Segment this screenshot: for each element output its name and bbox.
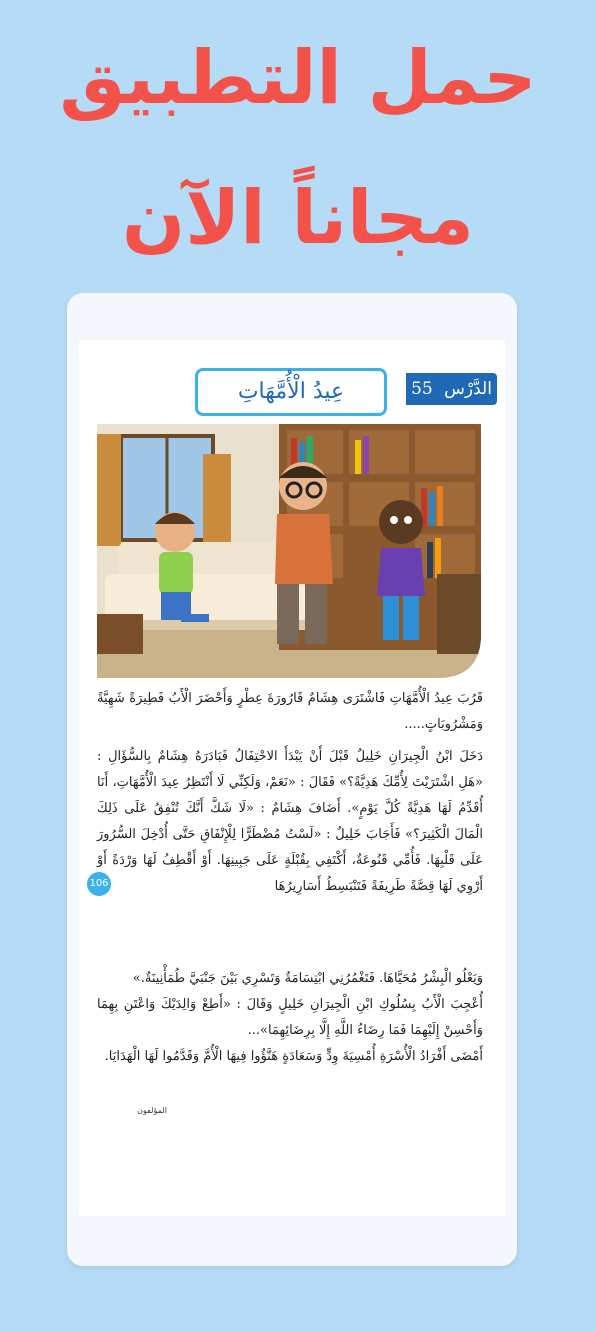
story-paragraph-3: وَيَعْلُو الْبِشْرُ مُحَيَّاهَا. فَتَغْمُرُنِي ابْتِسَامَةٌ وَتَسْرِي بَيْنَ جَنْبَيَّ طُمَأْنِينَةٌ.»: [132, 971, 483, 986]
book-page: [79, 340, 505, 1216]
story-paragraph-5: أَمْضَى أَفْرَادُ الْأُسْرَةِ أُمْسِيَةَ وِدٍّ وَسَعَادَةٍ هَنَّؤُوا فِيهَا الْأُمَّ وَقَدَّمُوا لَهَا الْهَدَايَا.: [104, 1049, 483, 1064]
story-paragraph-1: قَرُبَ عِيدُ الْأُمَّهَاتِ فَاشْتَرَى هِشَامٌ قَارُورَةَ عِطْرٍ وَأَحْضَرَ الْأَبُ فَطِيرَةً شَهِيَّةً وَمَشْرُوبَاتٍ.....: [97, 691, 483, 732]
page-number-badge: 106: [87, 872, 111, 896]
promo-title-line1: حمل التطبيق: [59, 35, 537, 121]
lesson-title: عِيدُ الْأُمَّهَاتِ: [195, 368, 387, 416]
lesson-number: 55: [411, 379, 433, 399]
promo-title-line2: مجاناً الآن: [122, 175, 474, 261]
book-preview-card: [67, 293, 517, 1266]
story-paragraph-4: أُعْجِبَ الْأَبُ بِسُلُوكِ ابْنِ الْجِيرَانِ خَلِيلٍ وَقَالَ : «أَطِعْ وَالِدَيْكَ وَاعْتَنِ بِهِمَا وَأَحْسِنْ إِلَيْهِمَا فَمَا رِضَاءُ اللَّهِ إِلَّا بِرِضَائِهِمَا»...: [97, 997, 483, 1038]
lesson-illustration: [97, 424, 481, 678]
story-continuation: [97, 966, 483, 1070]
lesson-number-badge: [406, 373, 497, 405]
authors-credit: المؤلفون: [137, 1106, 167, 1115]
story-paragraph-2: دَخَلَ ابْنُ الْجِيرَانِ خَلِيلٌ قَبْلَ أَنْ يَبْدَأَ الاحْتِفَالُ فَبَادَرَهُ هِشَامٌ بِالسُّؤَالِ : «هَلِ اشْتَرَيْتَ لِأُمِّكَ هَدِيَّةً؟» فَقَالَ : «نَعَمْ، وَلَكِنِّي لَا أَنْتَظِرُ عِيدَ الْأُمَّهَاتِ، أَنَا أُقَدِّمُ لَهَا هَدِيَّةً كُلَّ يَوْمٍ». أَضَافَ هِشَامٌ : «لَا شَكَّ أَنَّكَ تُنْفِقُ عَلَى ذَلِكَ الْمَالَ الْكَثِيرَ؟» فَأَجَابَ خَلِيلٌ : «لَسْتُ مُضْطَرًّا لِلْإِنْفَاقِ حَتَّى أُدْخِلَ السُّرُورَ عَلَى قَلْبِهَا. فَأُمِّي قَنُوعَةٌ، أَكْتَفِي بِقُبْلَةٍ عَلَى جَبِينِهَا. أَوْ أَقْطِفُ لَهَا وَرْدَةً أَوْ أَرْوِي لَهَا قِصَّةً طَرِيفَةً فَتَنْبَسِطُ أَسَارِيرُهَا: [97, 749, 483, 894]
lesson-label: الدَّرْس: [444, 379, 492, 399]
